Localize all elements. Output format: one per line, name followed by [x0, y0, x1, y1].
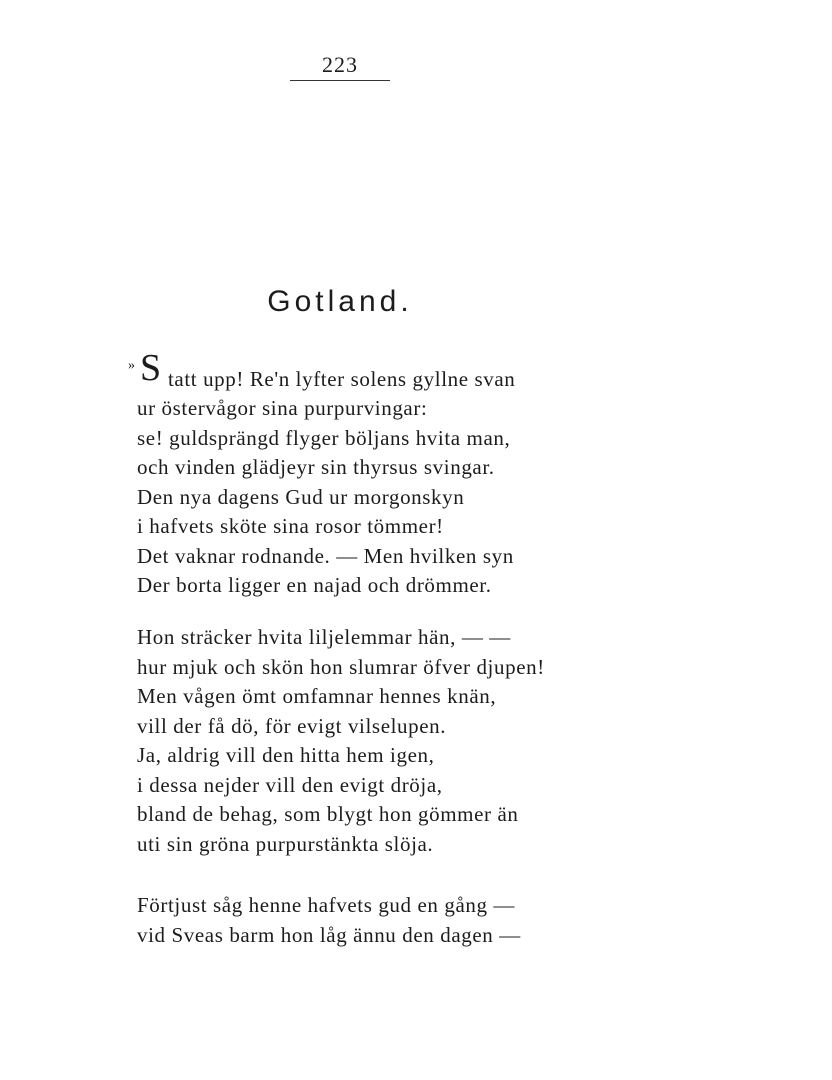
verse-line: Der borta ligger en najad och drömmer.: [137, 573, 492, 597]
opening-quote: »: [128, 358, 135, 373]
verse-line: vill der få dö, för evigt vilselupen.: [137, 714, 447, 738]
page-number-rule: [290, 80, 390, 81]
poem-title: Gotland.: [267, 285, 413, 318]
verse-line: Förtjust såg henne hafvets gud en gång —: [137, 893, 516, 917]
first-line-text: tatt upp! Re'n lyfter solens gyllne svan: [168, 367, 516, 391]
verse-line: Den nya dagens Gud ur morgonskyn: [137, 485, 465, 509]
verse-line: i hafvets sköte sina rosor tömmer!: [137, 514, 444, 538]
verse-line: bland de behag, som blygt hon gömmer än: [137, 802, 519, 826]
verse-line: ur östervågor sina purpurvingar:: [137, 396, 428, 420]
verse-line: uti sin gröna purpurstänkta slöja.: [137, 832, 434, 856]
verse-line: Ja, aldrig vill den hitta hem igen,: [137, 743, 435, 767]
verse-line: hur mjuk och skön hon slumrar öfver djupen!: [137, 655, 545, 679]
page-number: 223: [322, 52, 358, 77]
verse-line: och vinden glädjeyr sin thyrsus svingar.: [137, 455, 495, 479]
verse-line: Hon sträcker hvita liljelemmar hän, — —: [137, 625, 511, 649]
drop-letter: S: [140, 347, 162, 389]
verse-line: i dessa nejder vill den evigt dröja,: [137, 773, 443, 797]
verse-line: vid Sveas barm hon låg ännu den dagen —: [137, 923, 521, 947]
verse-line: Det vaknar rodnande. — Men hvilken syn: [137, 544, 514, 568]
verse-line: se! guldsprängd flyger böljans hvita man,: [137, 426, 511, 450]
verse-line: Men vågen ömt omfamnar hennes knän,: [137, 684, 497, 708]
